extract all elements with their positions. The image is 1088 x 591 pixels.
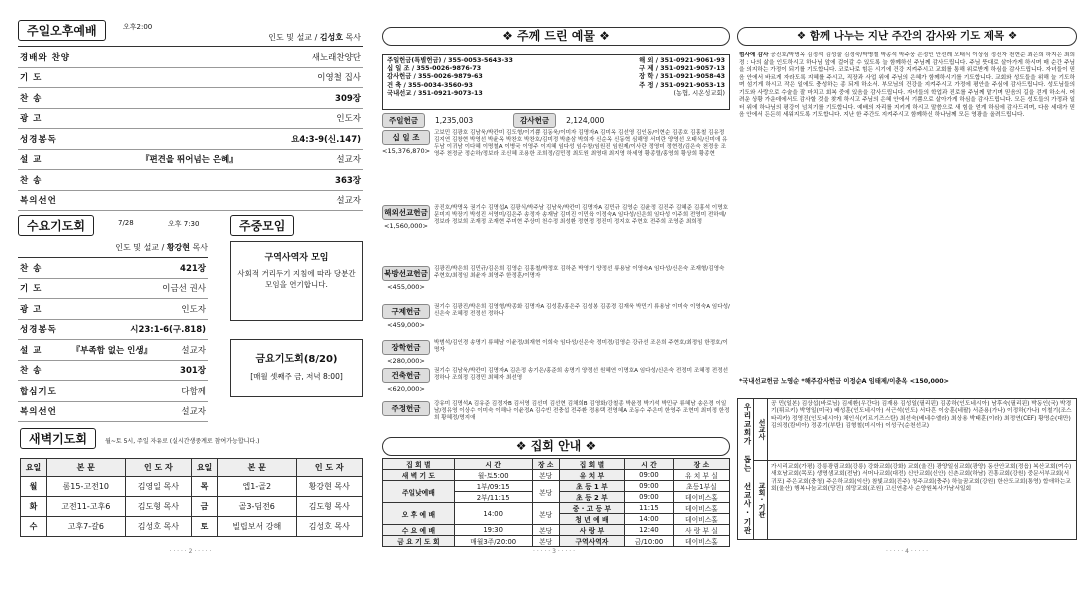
order-row: 기 도 이금선 권사 [18,279,208,300]
table-row: 수 요 예 배 19:30 본당 사 랑 부 12:40 사 랑 부 실 [383,525,730,536]
order-row: 복의선언 설교자 [18,191,363,212]
order-row: 성경봉독 시23:1-6(구.818) [18,320,208,341]
offering-details [382,127,730,427]
table-row: 수 고후7-갈6 김성호 목사 토 빌립보서 강해 김성호 목사 [21,517,363,537]
dawn-title: 새벽기도회 [20,428,96,449]
table-row: 화 고전11-고후6 김도형 목사 금 골3-딤전6 김도형 목사 [21,497,363,517]
prayer-lead: 범사에 감사 [739,52,769,58]
order-row: 찬 송 363장 [18,170,363,191]
offerings-title-bar: ❖ 주께 드린 예물 ❖ [382,27,730,46]
table-row: 새 벽 기 도 월-토5:00 본당 유 치 부 09:00 유 치 부 실 [383,470,730,481]
wednesday-header [18,215,208,236]
institutions-list: 가시리교회(가평) 강릉광림교회(강릉) 강화교회(강화) 교회(울진) 광양일심교회(광양) 동산안교회(정읍) 복산교회(여수) 새호남교회(목포) 생명샘교회(전남) 서머나교회(대전) 신안교회(신안) 신촌교회(하남) 진흥교회(강원) 중문서부교회(서귀포) 주은교회(충청) 주은하교회(익산) 참빛교회(진주) 청주교회(충주) 하늘꿈교회(강원) 한산도교회(통영) 합애하는교회(울산) 행복나눔교회(당진) 희망교회(조원) 고신연총사 순양원복사가남서일회 [771,464,1072,493]
wednesday-date: 7/28 [118,219,134,227]
wednesday-time: 오후 7:30 [168,220,200,228]
table-row: 금 요 기 도 회 매월3주/20:00 본당 구역사역자 금/10:00 데이비스홀 [383,536,730,547]
dawn-note: 월~토 5시, 주일 자유로 (실시간생중계로 참여가능합니다.) [105,438,260,445]
meetings-title-bar: ❖ 집회 안내 ❖ [382,437,730,456]
order-row: 광 고 인도자 [18,109,363,130]
order-row: 복의선언 설교자 [18,402,208,423]
dawn-prayer-header [20,428,363,449]
offering-summary [382,113,730,128]
table-header-row: 집 회 별 시 간 장 소 집 회 별 시 간 장 소 [383,459,730,470]
sunday-afternoon-title: 주일오후예배 [18,20,106,41]
table-row: 월 롬15-고전10 김영일 목사 목 엡1-골2 황강현 목사 [21,477,363,497]
accounts-right: 해 외 / 351-0921-9061-93 구 제 / 351-0921-9057-13 장 학 / 351-0921-9058-43 주 정 / 351-0921-9053-13 (농협, 시온성교회) [639,57,725,97]
weekday-title: 주중모임 [230,215,294,236]
order-row: 광 고 인도자 [18,299,208,320]
meetings-table [382,458,730,547]
missionaries-label: 선교사 [754,399,768,460]
wednesday-title: 수요기도회 [18,215,94,236]
offering-north-mission: 북방선교헌금 <455,000> 김광진/박은희 김민규/김은희 김영순 김홍철/박정호 김하준 박영기 양정선 류용남 이영숙A 임다성/신은숙 조재형/김영숙 주현호/최정임 최윤자 최영주 한정훈/이명자 [382,266,730,301]
missionaries-list: 공 민(일본) 김상섭(바로님) 김세환(우간다) 김재용 김성일(필리핀) 김종하(인도네시아) 남후숙(필리핀) 박동인(국) 박경기(튀르키) 박영일(미국) 배성훈(인도네시아) 서근석(인도) 서다흔 이숭훈(네팔) 서준용(가나) 이정하(가나) 이철기(조스타리카) 정영진(인도네시아) 채인식(키르기즈스탄) 최선숙(베네수엘라) 최상용 박태훈(이라) 최정연(CEF) 황명순(대만) 김의정(캄비아) 정종기(부탄) 김형철(미시아) 이성구(순천선교) [771,401,1072,430]
service-time: 오후2:00 [123,23,153,31]
mission-offering-note: *국내선교헌금 노영순 *해주감사헌금 이정순A 임태제/이춘옥 <150,000> [739,378,949,385]
order-row: 찬 송 309장 [18,88,363,109]
order-row: 기 도 이영철 집사 [18,68,363,89]
page-3 [378,0,730,591]
accounts-left: 주일헌금(특별헌금) / 355-0053-5643-33 십 일 조 / 355-0026-9876-73 감사헌금 / 355-0026-9879-63 건 축 / 355-0034-3560-93 국내선교 / 351-0921-9073-13 [387,57,513,97]
table-row: 2부/11:15 초 등 2 부 09:00 데이비스홀 [383,492,730,503]
page-4 [737,0,1077,591]
bank-accounts-box [382,54,730,110]
offering-relief: 구제헌금 <459,000> 권기수 김광진/박은희 김영형/박종화 김명자A 김성훈/홍은주 김성봉 김종경 김재욱 박민기 류용남 이미숙 이영숙A 임다성/신은숙 조혜정 전정선 정하나 [382,304,730,337]
page-number: · · · · · 4 · · · · · [886,548,928,555]
mission-side-label: 우리교회가 돕는 선교사·기관 [738,399,754,539]
sunday-offering-label: 주일헌금 [382,113,425,128]
dawn-schedule-table [20,458,363,537]
sunday-offering-amount: 1,235,003 [434,116,474,125]
page-number: · · · · · 2 · · · · · [169,548,212,555]
page-number: · · · · · 3 · · · · · [533,548,575,555]
offering-weekly: 주정헌금 강유미 김명석A 김유준 김정자B 김서영 김선미 김선현 김채희B 김영화/강철종 박윤정 박기석 박민규 류혜남 송은경 이일남/정유영 이상수 이미숙 이해나 이윤정A 김수빈 전충섭 전주환 정용택 전영혜A 조동수 주은미 한영주 조현미 최미정 한정희 황혜정/명지애 [382,401,730,427]
prayer-text: 범사에 감사 공진호/박명옥 김정석 김성술 김정숙/박병철 박종석 박주웅 손정인 안선례 오태식 이상심 정진자 천현순 최은희 하지은 최희정 : 나의 삶을 인도하시고 하나님 앞에 걸어갈 수 있도록 늘 함께하신 주님께 감사드립니다. 주님 뜻대로 살아가게 하시며 매 순간 주님을 의지하는 가정이 되기를 기도합니다. 코로나로 힘든 시기에 건강 지켜주시고 교회를 통해 위로받게 하심을 감사드립니다. 자녀들이 믿음 안에서 바르게 자라도록 지혜를 주시고, 직장과 사업 위에 주님의 은혜가 함께하시기를 기도합니다. 교회와 성도들을 위해 늘 기도하며 섬기게 하시고 작은 일에도 충성하는 종 되게 하소서. 부모님의 건강을 지켜주시고 가정에 평안을 주심에 감사드립니다. 성도님들의 기도와 사랑으로 수술을 잘 마치고 회복 중에 있음을 감사드립니다. 자녀들의 학업과 진로를 주님께 맡기며 믿음의 길을 걷게 하소서. 어려운 상황 가운데에서도 감사할 것을 찾게 하시고 주님의 은혜 안에서 기쁨으로 살아가게 하심을 감사드립니다. 모든 성도들의 가정과 일터 위에 하나님의 평강이 넘치기를 기도합니다. 예배의 자리를 지키게 하시고 말씀으로 새 힘을 얻게 하심에 감사드리며, 다음 세대가 믿음 안에서 든든히 세워지도록 기도합니다. 지난 한 주간도 지켜주시고 함께하신 하나님께 모든 영광을 올려드립니다. [739,52,1075,119]
offering-scholarship: 장학헌금 <280,000> 박범석/김인경 송명기 류혜남 이윤정/최재현 이희숙 임다성/신은숙 정미경/김영순 강규선 조은희 주현호/최정임 한정호/이명자 [382,340,730,365]
order-row: 설 교 『부족함 없는 인생』 설교자 [18,340,208,361]
supported-missions-box [737,398,1077,540]
thanks-offering-label: 감사헌금 [513,113,556,128]
friday-prayer-box: 금요기도회(8/20) [매월 셋째주 금, 저녁 8:00] [230,339,363,397]
order-row: 찬 송 421장 [18,258,208,279]
page-2 [18,0,363,591]
offering-building: 건축헌금 <620,000> 권기수 김남욱/박칸미 김명자A 김은정 송기은/홍준희 송명기 양정선 원혜연 이명호A 임다성/신은숙 전정미 조혜정 전정선 정하나 조희정 김경민 최혜자 최선영 [382,368,730,398]
weekday-meetings [230,215,363,397]
sermon-title: 『편견을 뛰어넘는 은혜』 [140,155,238,166]
wed-sermon-title: 『부족함 없는 인생』 [71,345,153,356]
wednesday-order-list [18,257,208,422]
order-row: 설 교 『편견을 뛰어넘는 은혜』 설교자 [18,150,363,171]
prayer-title-bar: ❖ 함께 나누는 지난 주간의 감사와 기도 제목 ❖ [737,27,1077,46]
order-row: 성경봉독 요4:3-9(신.147) [18,129,363,150]
order-row: 합심기도 다함께 [18,381,208,402]
table-row: 주일낮예배 1부/09:15 본당 초 등 1 부 09:00 초등1부실 [383,481,730,492]
officiant-line: 인도 및 설교 / 김성호 목사 [268,33,361,42]
sunday-afternoon-header [18,20,363,41]
offering-tithe: 십 일 조 <15,376,870> 고보민 김광호 김남욱/박칸미 김도형/이기쁨 김동욱/이미자 김명자A 김미옥 김선영 김인동/이현순 김종호 김홍철 김유정 김지연 김창현 박영선 박윤옥 박찬호 박찬호/김미정 박춘삼 박희자 신순옥 신동혁 심해영 서미란 양영선 오태식/신미애 유두남 이귀남 이다혜 이명철A 이병국 이영주 이지혜 임다성 임수창/임원진 임원제/이사란 정영미 정현정/김은숙 천정웅 조영주 천정균 정순하/정보라 조신혜 조용한 조희정/김민정 최도원 최영대 최지영 하세영 황종렬/홍영희 황상희 황종현 [382,130,728,158]
cell-leaders-box: 구역사역자 모임 사회적 거리두기 지침에 따라 당분간 모임을 연기합니다. [230,241,363,321]
wednesday-officiant: 인도 및 설교 / 황강현 목사 [115,243,208,252]
order-row: 경배와 찬양 새노래찬양단 [18,47,363,68]
table-header-row: 요일 본 문 인 도 자 요일 본 문 인 도 자 [21,459,363,477]
table-row: 청 년 예 배 14:00 데이비스홀 [383,514,730,525]
institutions-label: 교회·기관 [754,461,768,539]
thanks-offering-amount: 2,124,000 [566,116,605,125]
order-row: 찬 송 301장 [18,361,208,382]
table-row: 오 후 예 배 14:00 본당 중 · 고 등 부 11:15 데이비스홀 [383,503,730,514]
offering-foreign-mission: 해외선교헌금 <1,560,000> 공진호/박명옥 권기수 김명섭A 김광식/박주남 김남욱/박칸미 김명자A 김민규 김영순 김윤정 김진주 김혜준 김홍석 이명호 문미지 박장기 박성진 서영미/김은주 송정자 송재남 김미진 이민육 이정숙A 임다성/신은희 임다성 이주희 전영미 전하예/정보라 정보희 조재정 조재현 주미현 주상미 천수정 최성환 정현정 정진미 정지호 주현호 전주희 조영준 최희정 [384,205,729,230]
sunday-order-list [18,46,363,211]
